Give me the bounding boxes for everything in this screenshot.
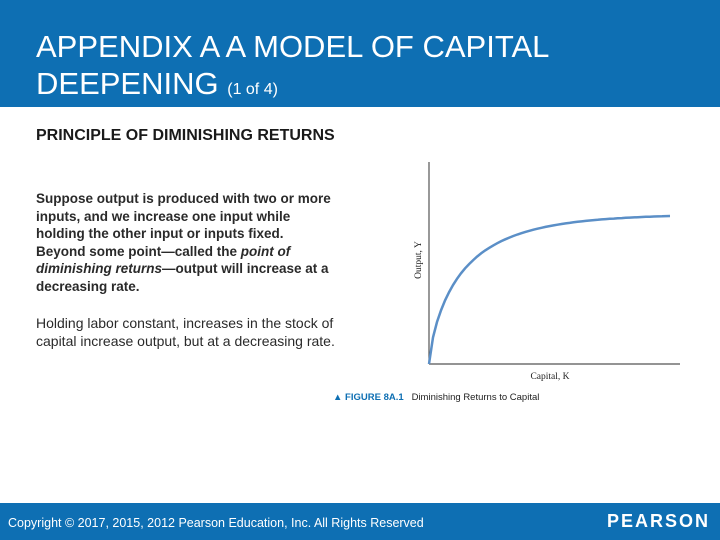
pearson-logo: PEARSON [606, 511, 710, 531]
paragraph-definition-term: point of diminishing returns [36, 243, 291, 276]
figure-marker-icon: ▲ [333, 392, 343, 403]
slide-title-main: APPENDIX A A MODEL OF CAPITAL DEEPENING [36, 29, 549, 101]
x-axis-label: Capital, K [530, 372, 570, 382]
y-axis-label: Output, Y [414, 241, 424, 279]
paragraph-definition [36, 190, 336, 295]
diminishing-returns-chart [410, 158, 700, 388]
footer-bar [0, 503, 720, 540]
figure-label: FIGURE 8A.1 [345, 392, 404, 403]
paragraph-definition-part1: Suppose output is produced with two or more inputs, and we increase one input while holding the other input or inputs fixed. Beyond some point—called the [36, 191, 331, 259]
paragraph-example: Holding labor constant, increases in the stock of capital increase output, but at a decreasing rate. [36, 315, 335, 349]
title-banner [0, 0, 720, 107]
slide-title [36, 28, 676, 108]
slide-title-suffix: (1 of 4) [227, 81, 278, 98]
paragraph-definition-part2: —output will increase at a decreasing rate. [36, 261, 329, 294]
figure-title: Diminishing Returns to Capital [411, 392, 540, 403]
figure-caption [333, 392, 693, 403]
section-subheading: PRINCIPLE OF DIMINISHING RETURNS [36, 127, 335, 144]
copyright-text: Copyright © 2017, 2015, 2012 Pearson Education, Inc. All Rights Reserved [8, 516, 424, 530]
output-curve [429, 216, 670, 364]
